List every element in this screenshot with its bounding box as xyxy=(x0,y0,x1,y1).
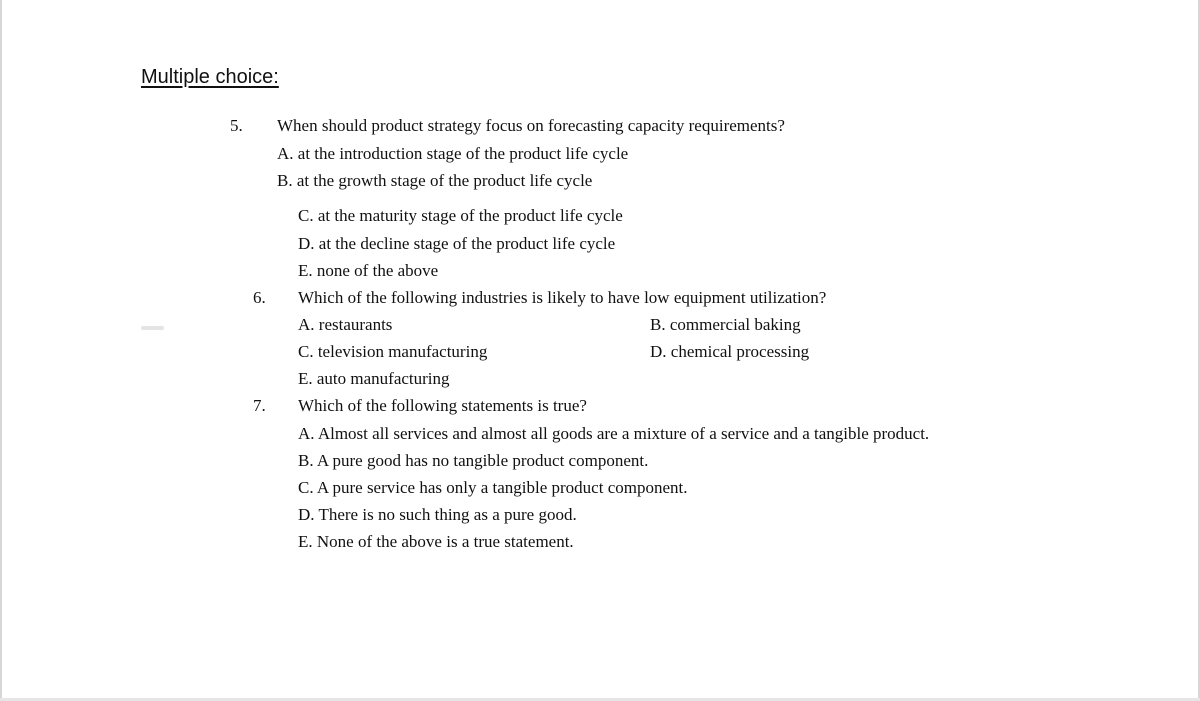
question-5-number: 5. xyxy=(230,116,243,135)
question-6-text: Which of the following industries is likely to have low equipment utilization? xyxy=(298,288,827,307)
question-6-option-b: B. commercial baking xyxy=(650,315,801,334)
question-7-text: Which of the following statements is true? xyxy=(298,396,587,415)
question-6-option-d: D. chemical processing xyxy=(650,342,810,361)
question-6-option-c: C. television manufacturing xyxy=(298,342,488,361)
question-6-option-e: E. auto manufacturing xyxy=(298,369,450,388)
question-7-option-b: B. A pure good has no tangible product component. xyxy=(298,451,649,470)
question-7-number: 7. xyxy=(253,396,266,415)
question-5-option-b: B. at the growth stage of the product life cycle xyxy=(277,171,593,190)
question-5-option-e: E. none of the above xyxy=(298,261,439,280)
question-7-option-c: C. A pure service has only a tangible product component. xyxy=(298,478,688,497)
page-left-border xyxy=(0,0,2,701)
question-7-option-e: E. None of the above is a true statement. xyxy=(298,532,574,551)
question-5-option-d: D. at the decline stage of the product life cycle xyxy=(298,234,616,253)
question-5-option-c: C. at the maturity stage of the product life cycle xyxy=(298,206,623,225)
margin-mark xyxy=(141,326,164,330)
question-6-number: 6. xyxy=(253,288,266,307)
question-7-option-d: D. There is no such thing as a pure good. xyxy=(298,505,577,524)
question-6-option-a: A. restaurants xyxy=(298,315,393,334)
section-heading: Multiple choice: xyxy=(141,66,279,88)
question-5-option-a: A. at the introduction stage of the product life cycle xyxy=(277,144,629,163)
question-7-option-a: A. Almost all services and almost all goods are a mixture of a service and a tangible product. xyxy=(298,424,930,443)
question-5-text: When should product strategy focus on forecasting capacity requirements? xyxy=(277,116,785,135)
